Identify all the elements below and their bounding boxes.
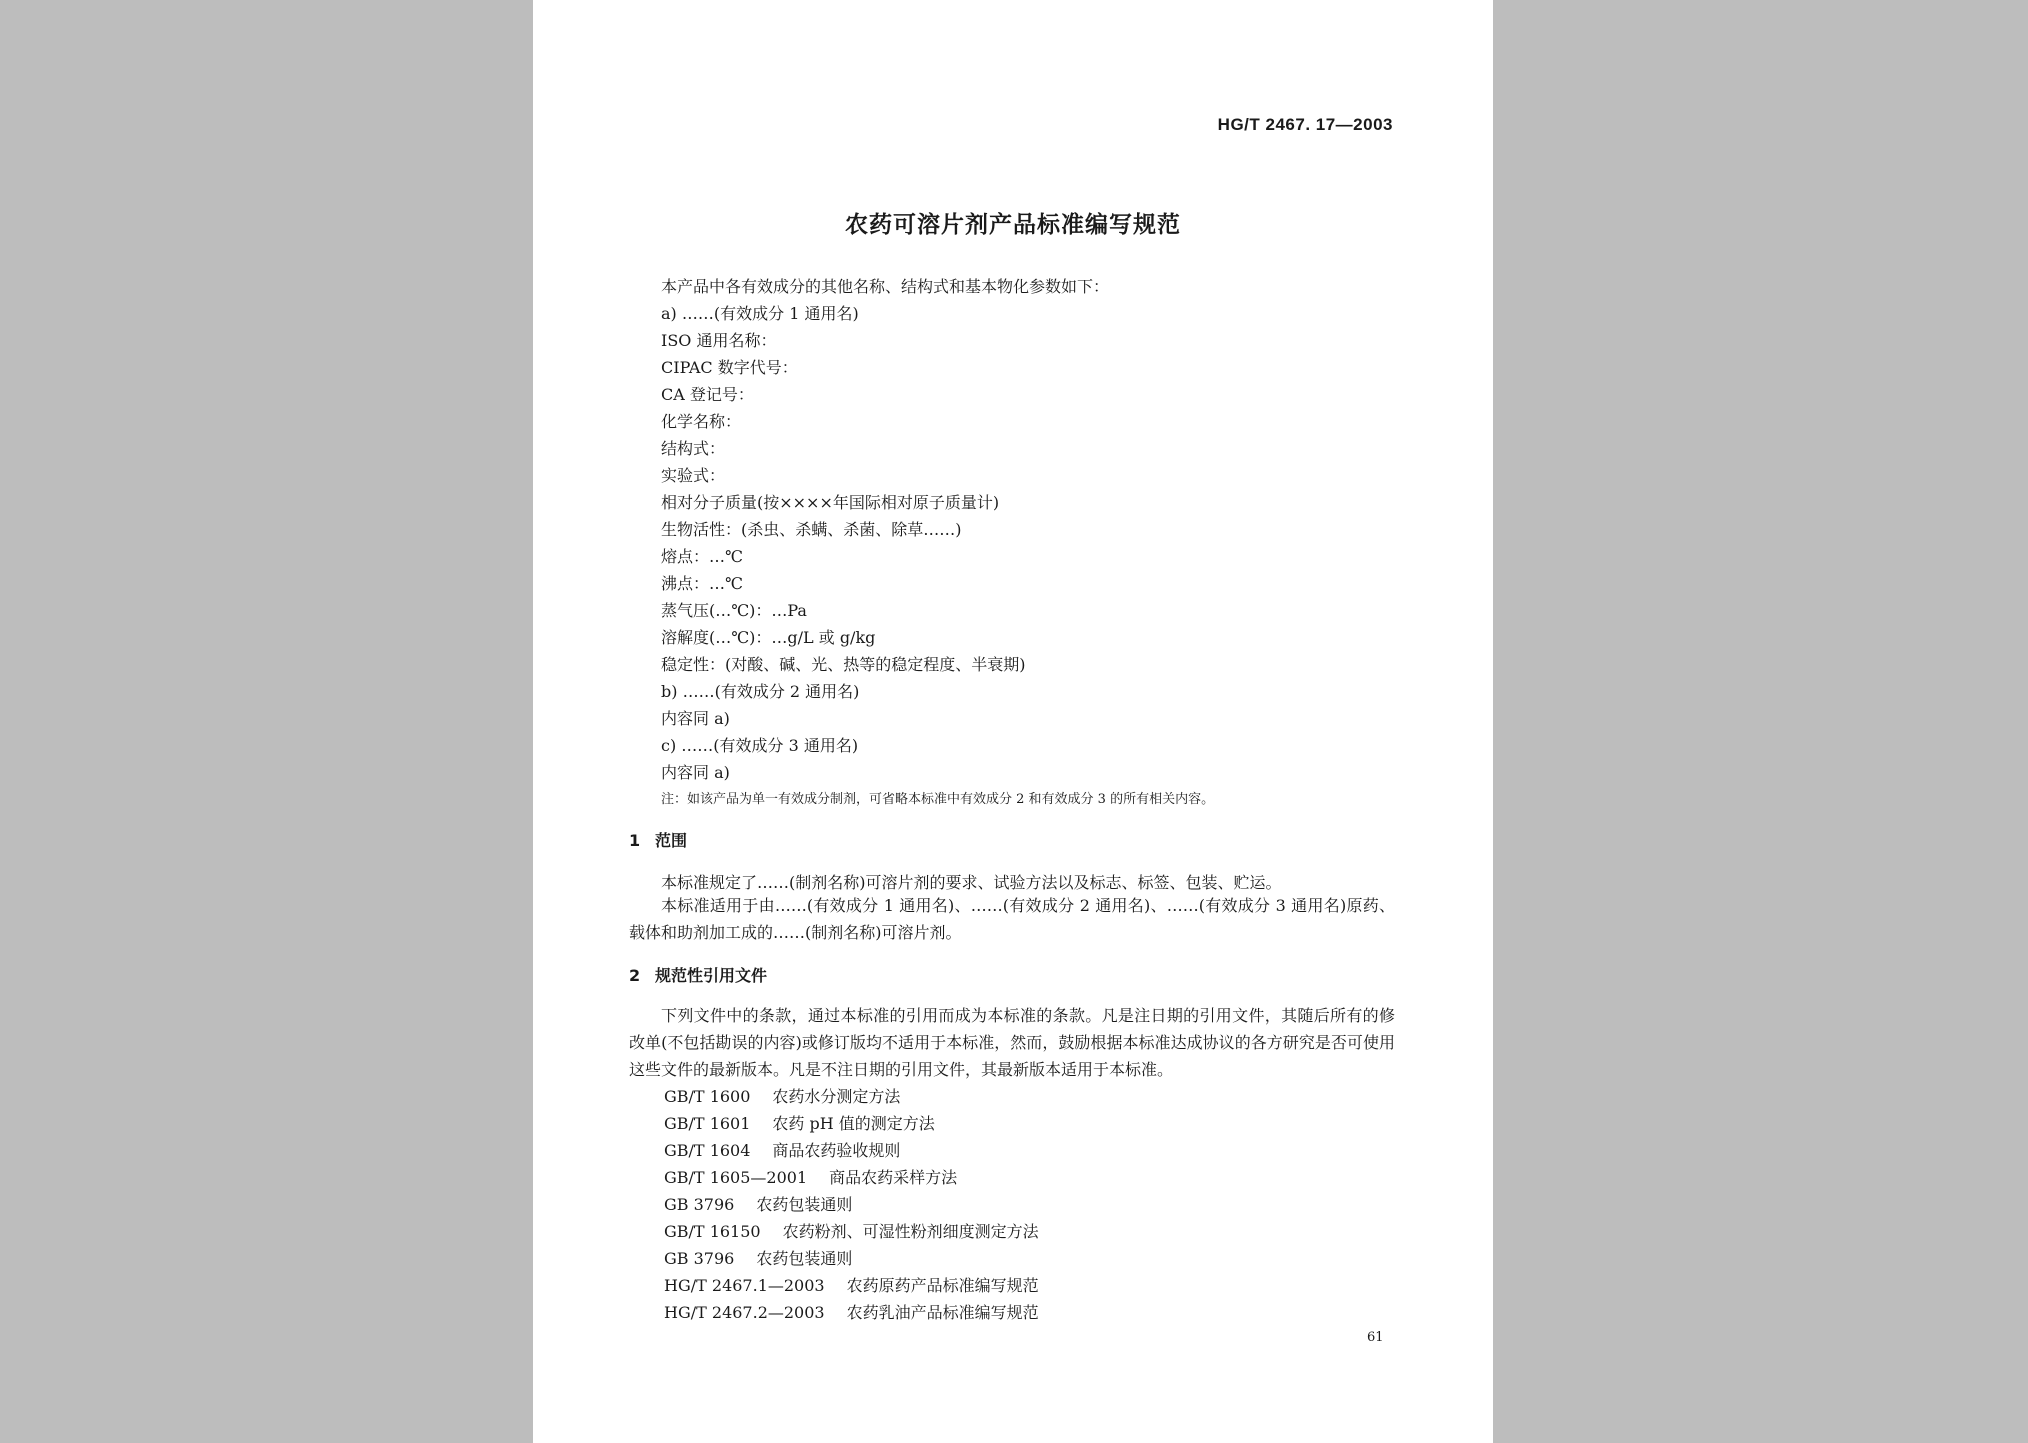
reference-item — [664, 1195, 852, 1215]
intro-line: 实验式： — [661, 466, 726, 485]
reference-item — [664, 1168, 957, 1188]
section-2-paragraph: 下列文件中的条款，通过本标准的引用而成为本标准的条款。凡是注日期的引用文件，其随后所有的修改单(不包括勘误的内容)或修订版均不适用于本标准，然而，鼓励根据本标准达成协议的各方研究是否可使用这些文件的最新版本。凡是不注日期的引用文件，其最新版本适用于本标准。 — [629, 1006, 1395, 1079]
standard-code: HG/T 2467. 17—2003 — [1217, 115, 1393, 134]
reference-code: GB/T 1601 — [664, 1114, 751, 1133]
intro-line: 本产品中各有效成分的其他名称、结构式和基本物化参数如下： — [661, 277, 1110, 296]
section-1-paragraph: 本标准规定了……(制剂名称)可溶片剂的要求、试验方法以及标志、标签、包装、贮运。 — [661, 873, 1282, 892]
reference-code: HG/T 2467.1—2003 — [664, 1276, 825, 1295]
note: 注：如该产品为单一有效成分制剂，可省略本标准中有效成分 2 和有效成分 3 的所有相关内容。 — [661, 792, 1215, 807]
document-title: 农药可溶片剂产品标准编写规范 — [845, 212, 1181, 238]
reference-item — [664, 1303, 1039, 1323]
reference-name: 农药 pH 值的测定方法 — [772, 1114, 935, 1133]
page-number: 61 — [1367, 1330, 1384, 1345]
reference-code: GB/T 16150 — [664, 1222, 761, 1241]
intro-line: a) ……(有效成分 1 通用名) — [661, 304, 859, 323]
reference-code: GB/T 1605—2001 — [664, 1168, 808, 1187]
intro-line: ISO 通用名称： — [661, 331, 777, 350]
reference-name: 农药包装通则 — [756, 1195, 853, 1214]
reference-name: 农药原药产品标准编写规范 — [846, 1276, 1039, 1295]
reference-item — [664, 1222, 1039, 1242]
intro-line: 内容同 a) — [661, 709, 730, 728]
reference-item — [664, 1276, 1039, 1296]
section-1-paragraph: 本标准适用于由……(有效成分 1 通用名)、……(有效成分 2 通用名)、……(有效成分 3 通用名)原药、载体和助剂加工成的……(制剂名称)可溶片剂。 — [629, 896, 1395, 942]
intro-line: CA 登记号： — [661, 385, 754, 404]
reference-code: GB 3796 — [664, 1249, 735, 1268]
section-title: 规范性引用文件 — [655, 966, 768, 985]
reference-name: 商品农药采样方法 — [829, 1168, 958, 1187]
section-1-heading — [629, 831, 687, 851]
reference-code: GB 3796 — [664, 1195, 735, 1214]
intro-line: 沸点：…℃ — [661, 574, 743, 593]
reference-code: HG/T 2467.2—2003 — [664, 1303, 825, 1322]
intro-line: c) ……(有效成分 3 通用名) — [661, 736, 859, 755]
intro-line: 熔点：…℃ — [661, 547, 743, 566]
section-number: 1 — [629, 831, 641, 850]
reference-name: 商品农药验收规则 — [772, 1141, 901, 1160]
section-number: 2 — [629, 966, 641, 985]
intro-line: CIPAC 数字代号： — [661, 358, 798, 377]
reference-item — [664, 1087, 900, 1107]
intro-line: 结构式： — [661, 439, 726, 458]
section-title: 范围 — [655, 831, 688, 850]
reference-name: 农药粉剂、可湿性粉剂细度测定方法 — [782, 1222, 1039, 1241]
intro-line: 相对分子质量(按××××年国际相对原子质量计) — [661, 493, 1000, 512]
reference-name: 农药乳油产品标准编写规范 — [846, 1303, 1039, 1322]
intro-line: 溶解度(…℃)：…g/L 或 g/kg — [661, 628, 876, 647]
intro-line: 稳定性：(对酸、碱、光、热等的稳定程度、半衰期) — [661, 655, 1026, 674]
reference-code: GB/T 1600 — [664, 1087, 751, 1106]
reference-code: GB/T 1604 — [664, 1141, 751, 1160]
intro-line: b) ……(有效成分 2 通用名) — [661, 682, 860, 701]
reference-item — [664, 1141, 900, 1161]
intro-line: 内容同 a) — [661, 763, 730, 782]
reference-name: 农药水分测定方法 — [772, 1087, 901, 1106]
section-2-heading — [629, 966, 767, 986]
intro-line: 蒸气压(…℃)：…Pa — [661, 601, 807, 620]
document-page — [533, 0, 1493, 1443]
intro-line: 化学名称： — [661, 412, 742, 431]
reference-item — [664, 1114, 935, 1134]
intro-line: 生物活性：(杀虫、杀螨、杀菌、除草……) — [661, 520, 962, 539]
reference-item — [664, 1249, 852, 1269]
reference-name: 农药包装通则 — [756, 1249, 853, 1268]
